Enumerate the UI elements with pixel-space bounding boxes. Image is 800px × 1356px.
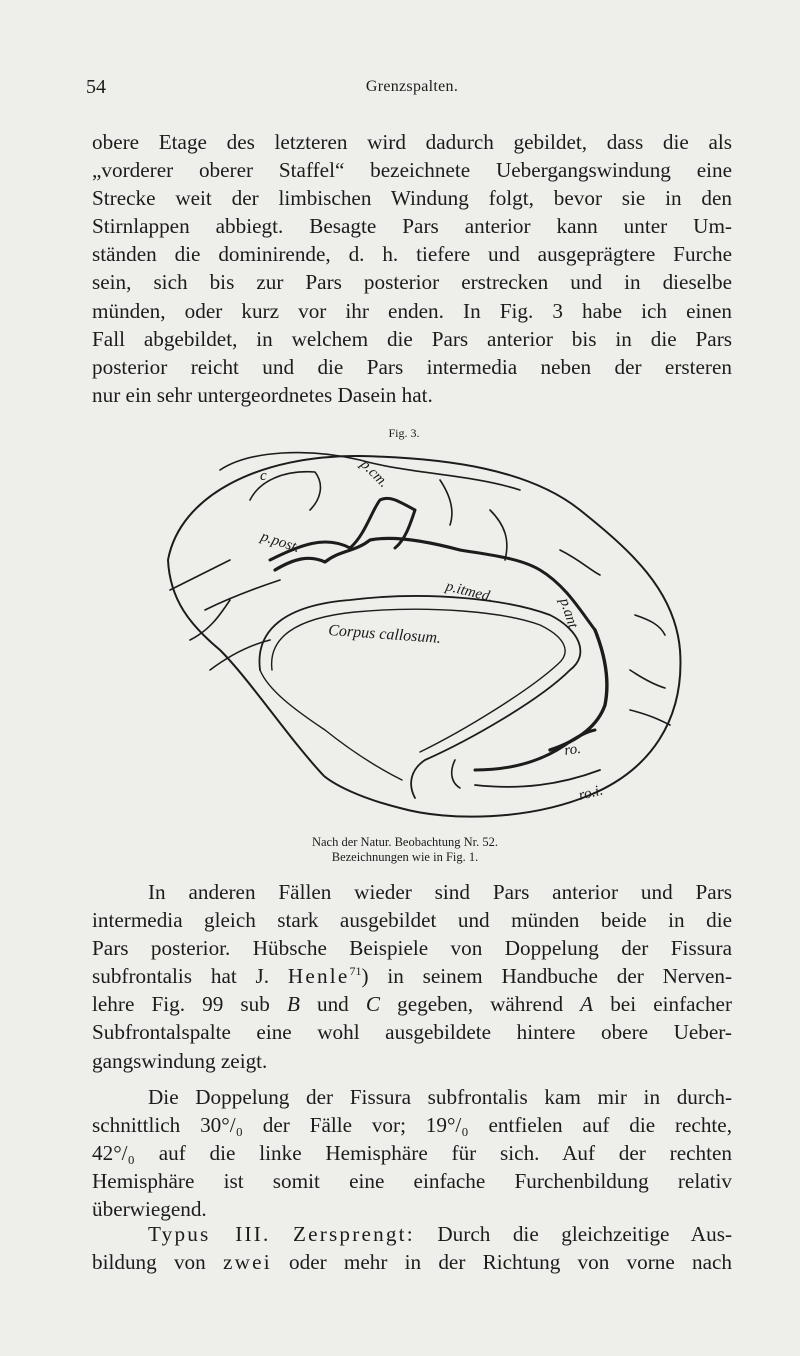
label-p-ant: p.ant. bbox=[556, 596, 582, 634]
spaced-word: zwei bbox=[222, 1250, 272, 1275]
text-fragment: gegeben, während bbox=[380, 992, 581, 1017]
text-line bbox=[92, 1220, 732, 1248]
italic-letter: C bbox=[365, 992, 381, 1017]
label-p-itmed: p.itmed. bbox=[444, 578, 495, 606]
author-name: Henle bbox=[287, 964, 350, 989]
text-line: posterior reicht und die Pars intermedia neben der ersteren bbox=[92, 354, 732, 379]
text-fragment: lehre Fig. 99 sub bbox=[92, 992, 287, 1017]
label-p-post: p.post. bbox=[258, 528, 302, 557]
text-line: ständen die dominirende, d. h. tiefere und ausgeprägtere Furche bbox=[92, 242, 732, 267]
text-line: Fall abgebildet, in welchem die Pars anterior bis in die Pars bbox=[92, 326, 732, 351]
text-line bbox=[92, 990, 732, 1018]
label-pcm: p.cm. bbox=[357, 456, 392, 491]
corpus-callosum-outer bbox=[259, 596, 580, 798]
text-line: Pars posterior. Hübsche Beispiele von Doppelung der Fissura bbox=[92, 936, 732, 961]
type-heading: Typus III. bbox=[148, 1222, 271, 1246]
italic-letter: A bbox=[580, 992, 594, 1017]
text-fragment: bildung von bbox=[92, 1250, 223, 1275]
brain-figure bbox=[110, 440, 690, 840]
italic-letter: B bbox=[286, 992, 300, 1017]
label-ro: ro. bbox=[563, 740, 582, 759]
text-line: schnittlich 30°/₀ der Fälle vor; 19°/₀ entfielen auf die rechte, bbox=[92, 1113, 732, 1138]
text-fragment: Durch die gleichzeitige Aus- bbox=[414, 1222, 733, 1246]
text-line: In anderen Fällen wieder sind Pars anterior und Pars bbox=[148, 880, 732, 904]
text-line: Die Doppelung der Fissura subfrontalis kam mir in durch- bbox=[148, 1085, 732, 1109]
text-fragment: bei einfacher bbox=[593, 992, 732, 1017]
paragraph-4 bbox=[92, 1220, 732, 1276]
text-line: Strecke weit der limbischen Windung folgt, bevor sie in den bbox=[92, 186, 732, 211]
text-fragment: oder mehr in der Richtung von vorne nach bbox=[271, 1250, 732, 1275]
text-line: 42°/₀ auf die linke Hemisphäre für sich. Auf der rechten bbox=[92, 1141, 732, 1166]
page-number: 54 bbox=[86, 76, 106, 98]
text-line: intermedia gleich stark ausgebildet und münden beide in die bbox=[92, 908, 732, 933]
figure-caption-line-1: Nach der Natur. Beobachtung Nr. 52. bbox=[311, 835, 499, 849]
text-line: nur ein sehr untergeordnetes Dasein hat. bbox=[92, 382, 433, 407]
sulcus-pant bbox=[550, 630, 607, 750]
text-line: obere Etage des letzteren wird dadurch gebildet, dass die als bbox=[92, 130, 732, 154]
label-corpus-callosum: Corpus callosum. bbox=[327, 622, 442, 647]
text-line bbox=[92, 1248, 732, 1276]
text-line: Hemisphäre ist somit eine einfache Furchenbildung relativ bbox=[92, 1169, 732, 1194]
text-line: „vorderer oberer Staffel“ bezeichnete Uebergangswindung eine bbox=[92, 158, 732, 183]
paragraph-1 bbox=[92, 128, 732, 409]
figure-label: Fig. 3. bbox=[388, 426, 420, 440]
sulcus-ppost bbox=[275, 538, 460, 570]
label-ro-i: ro.i. bbox=[577, 782, 605, 804]
sulcus-roi bbox=[475, 770, 600, 787]
figure-caption-line-2: Bezeichnungen wie in Fig. 1. bbox=[331, 850, 479, 864]
text-line: überwiegend. bbox=[92, 1197, 207, 1222]
text-line: sein, sich bis zur Pars posterior erstrecken und in dieselbe bbox=[92, 270, 732, 295]
text-fragment: und bbox=[299, 992, 366, 1017]
type-term: Zersprengt: bbox=[292, 1222, 415, 1246]
text-line bbox=[92, 962, 732, 990]
footnote-ref: 71 bbox=[349, 964, 362, 979]
label-c: c bbox=[260, 468, 267, 484]
text-line: Subfrontalspalte eine wohl ausgebildete hintere obere Ueber- bbox=[92, 1020, 732, 1045]
paragraph-2 bbox=[92, 878, 732, 1075]
text-line: Stirnlappen abbiegt. Besagte Pars anterior kann unter Um- bbox=[92, 214, 732, 239]
text-line: gangswindung zeigt. bbox=[92, 1048, 268, 1073]
text-fragment: subfrontalis hat J. bbox=[92, 964, 288, 989]
page-header bbox=[86, 76, 738, 104]
brain-drawing bbox=[110, 440, 690, 840]
text-fragment: ) in seinem Handbuche der Nerven- bbox=[361, 964, 733, 989]
text-line: münden, oder kurz vor ihr enden. In Fig. 3 habe ich einen bbox=[92, 298, 732, 323]
paragraph-3 bbox=[92, 1083, 732, 1223]
running-head: Grenzspalten. bbox=[365, 78, 459, 95]
